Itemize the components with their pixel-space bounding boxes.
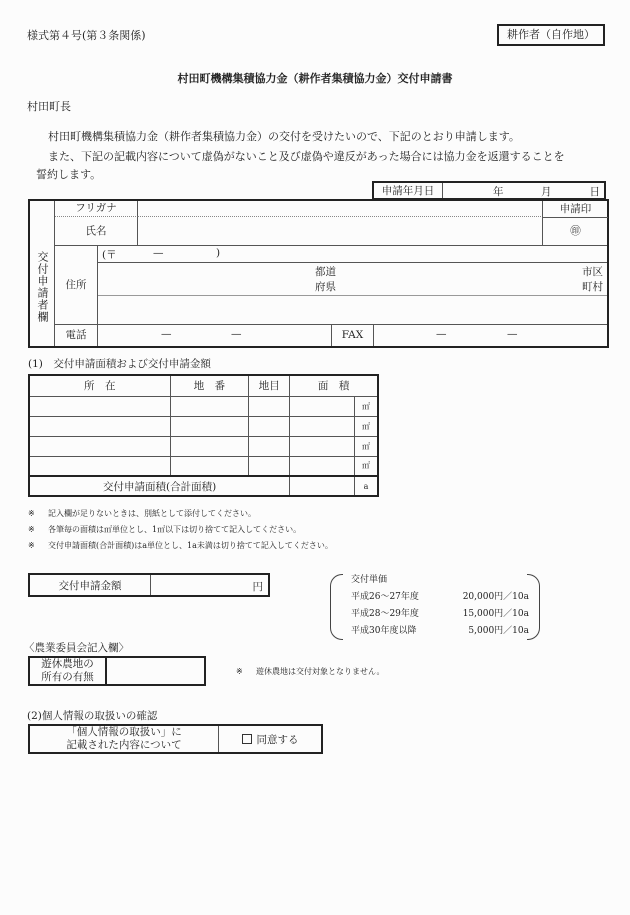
postal-prefix: (〒	[102, 249, 117, 261]
furigana-input[interactable]	[138, 201, 541, 217]
month-label: 月	[541, 186, 552, 198]
area-unit: ㎡	[355, 416, 378, 436]
col-header-lot: 地 番	[170, 375, 249, 396]
address-label: 住所	[55, 246, 98, 325]
day-label: 日	[589, 186, 600, 198]
furigana-label: フリガナ	[55, 201, 138, 217]
note-item	[28, 506, 333, 522]
unit-price-value: 20,000円／10a	[462, 592, 529, 602]
note-item	[28, 538, 333, 554]
committee-note	[236, 666, 384, 677]
unit-price-item	[351, 623, 529, 640]
name-label: 氏名	[55, 217, 138, 245]
total-area-cell[interactable]	[290, 476, 355, 496]
name-input[interactable]	[138, 217, 541, 245]
privacy-label	[29, 725, 219, 753]
amount-label: 交付申請金額	[29, 574, 151, 596]
postal-suffix: )	[216, 247, 221, 259]
total-label: 交付申請面積(合計面積)	[29, 476, 290, 496]
phone-label: 電話	[55, 325, 98, 346]
left-bracket	[330, 574, 343, 640]
area-unit: ㎡	[355, 396, 378, 416]
seal-label: 申請印	[542, 201, 608, 218]
idle-land-label	[29, 657, 106, 685]
postal-dash: —	[153, 247, 164, 259]
note-mark: ※	[28, 509, 35, 518]
area-unit: ㎡	[355, 456, 378, 476]
area-unit: ㎡	[355, 436, 378, 456]
area-table	[28, 374, 379, 497]
seal-icon: ㊞	[570, 225, 581, 237]
unit-price-list	[351, 572, 529, 640]
fax-label: FAX	[332, 325, 374, 346]
address-line1-input[interactable]	[98, 263, 607, 296]
unit-price-value: 15,000円／10a	[462, 609, 529, 619]
table-row	[29, 456, 378, 476]
lot-cell[interactable]	[170, 456, 249, 476]
total-unit: a	[355, 476, 378, 496]
col-header-location: 所 在	[29, 375, 170, 396]
amount-input[interactable]	[151, 574, 270, 596]
unit-price-box	[330, 572, 540, 642]
city-top: 市区	[582, 266, 603, 278]
area-cell[interactable]	[290, 416, 355, 436]
prefecture-top: 都道	[315, 266, 336, 278]
category-badge: 耕作者（自作地）	[497, 24, 605, 46]
unit-price-period: 平成30年度以降	[351, 626, 417, 636]
area-cell[interactable]	[290, 456, 355, 476]
committee-table	[28, 656, 206, 686]
category-cell[interactable]	[249, 436, 290, 456]
unit-price-item	[351, 606, 529, 623]
body-line-3: 誓約します。	[36, 168, 102, 181]
unit-price-value: 5,000円／10a	[468, 626, 529, 636]
note-mark: ※	[236, 667, 243, 676]
idle-land-label-line2: 所有の有無	[41, 671, 94, 683]
postal-code-input[interactable]	[98, 246, 607, 263]
prefecture-bottom: 府県	[315, 281, 336, 293]
col-header-category: 地目	[249, 375, 290, 396]
idle-land-label-line1: 遊休農地の	[41, 658, 94, 670]
year-label: 年	[493, 186, 504, 198]
lot-cell[interactable]	[170, 416, 249, 436]
form-number: 様式第４号(第３条関係)	[27, 29, 146, 42]
agree-checkbox[interactable]	[242, 734, 252, 744]
section1-title: (1) 交付申請面積および交付申請金額	[28, 358, 211, 370]
phone-dash-2: —	[231, 328, 242, 340]
location-cell[interactable]	[29, 396, 170, 416]
amount-unit: 円	[252, 581, 263, 593]
total-row	[29, 476, 378, 496]
phone-dash-1: —	[161, 328, 172, 340]
unit-price-period: 平成26～27年度	[351, 592, 419, 602]
table-row	[29, 396, 378, 416]
fax-dash-2: —	[507, 328, 518, 340]
seal-box[interactable]	[542, 218, 608, 245]
city-bottom: 町村	[582, 281, 603, 293]
city-label	[582, 265, 603, 295]
addressee: 村田町長	[27, 100, 71, 113]
applicant-section	[28, 199, 609, 348]
note-text: 交付申請面積(合計面積)はa単位とし、1a未満は切り捨てて記入してください。	[48, 541, 333, 550]
lot-cell[interactable]	[170, 436, 249, 456]
unit-price-title: 交付単価	[351, 575, 388, 585]
notes	[28, 506, 333, 554]
location-cell[interactable]	[29, 436, 170, 456]
address-line2-input[interactable]	[98, 296, 607, 324]
page-title: 村田町機構集積協力金（耕作者集積協力金）交付申請書	[177, 72, 453, 85]
body-line-2: また、下記の記載内容について虚偽がないこと及び虚偽や違反があった場合には協力金を返還することを	[48, 150, 565, 163]
agree-label: 同意する	[256, 733, 299, 746]
privacy-label-line1: 「個人情報の取扱い」に	[66, 726, 182, 738]
privacy-table	[28, 724, 323, 754]
date-label: 申請年月日	[373, 182, 443, 199]
committee-title: 〈農業委員会記入欄〉	[24, 642, 129, 654]
prefecture-label	[315, 265, 336, 295]
unit-price-item	[351, 589, 529, 606]
area-cell[interactable]	[290, 396, 355, 416]
amount-table	[28, 573, 270, 597]
idle-land-input[interactable]	[106, 657, 205, 685]
date-row	[372, 181, 606, 200]
date-field[interactable]	[443, 182, 606, 199]
agree-checkbox-cell[interactable]	[219, 725, 323, 753]
category-cell[interactable]	[249, 456, 290, 476]
category-cell[interactable]	[249, 396, 290, 416]
fax-dash-1: —	[436, 328, 447, 340]
privacy-label-line2: 記載された内容について	[66, 739, 182, 751]
applicant-section-label-cell	[30, 201, 55, 346]
table-row	[29, 416, 378, 436]
table-row	[29, 436, 378, 456]
note-text: 遊休農地は交付対象となりません。	[256, 667, 385, 676]
location-cell[interactable]	[29, 416, 170, 436]
col-header-area: 面 積	[290, 375, 378, 396]
phone-input[interactable]	[98, 325, 332, 346]
note-text: 記入欄が足りないときは、別紙として添付してください。	[48, 509, 256, 518]
body-line-1: 村田町機構集積協力金（耕作者集積協力金）の交付を受けたいので、下記のとおり申請します。	[48, 130, 520, 143]
applicant-section-label: 交付申請者欄	[36, 250, 49, 323]
unit-price-period: 平成28～29年度	[351, 609, 419, 619]
area-cell[interactable]	[290, 436, 355, 456]
fax-input[interactable]	[374, 325, 607, 346]
note-mark: ※	[28, 525, 35, 534]
section2-title: (2)個人情報の取扱いの確認	[27, 710, 158, 722]
note-text: 各筆毎の面積は㎡単位とし、1㎡以下は切り捨てて記入してください。	[48, 525, 302, 534]
note-mark: ※	[28, 541, 35, 550]
lot-cell[interactable]	[170, 396, 249, 416]
location-cell[interactable]	[29, 456, 170, 476]
category-cell[interactable]	[249, 416, 290, 436]
note-item	[28, 522, 333, 538]
